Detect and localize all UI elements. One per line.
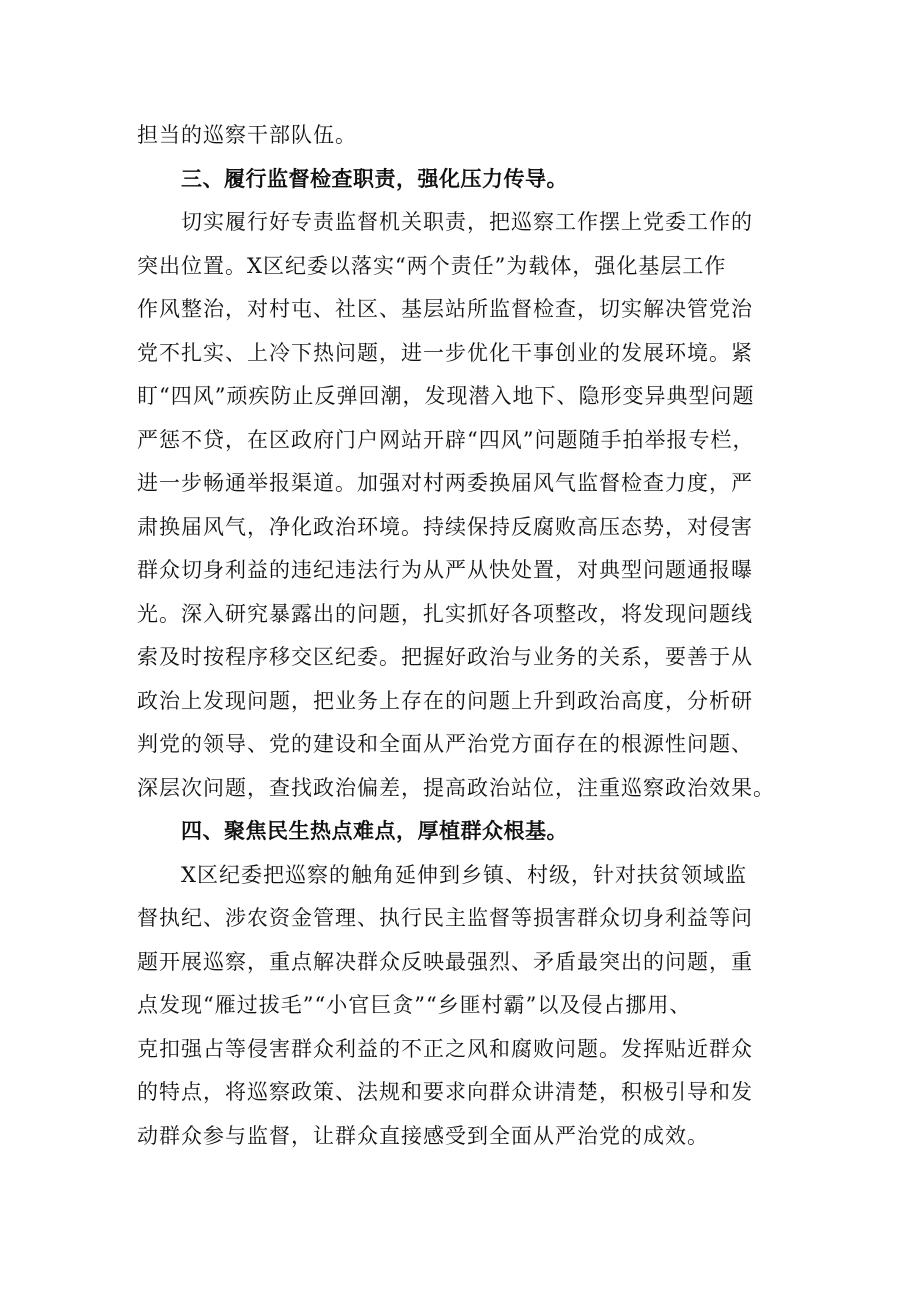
text-line: 切实履行好专责监督机关职责，把巡察工作摆上党委工作的 — [181, 210, 753, 234]
text-line: 督执纪、涉农资金管理、执行民主监督等损害群众切身利益等问 — [137, 906, 753, 930]
text-line: 肃换届风气，净化政治环境。持续保持反腐败高压态势，对侵害 — [137, 514, 753, 539]
text-line: 深层次问题，查找政治偏差，提高政治站位，注重巡察政治效果。 — [137, 775, 775, 800]
text-line: 点发现“雁过拔毛”“小官巨贪”“乡匪村霸”以及侵占挪用、 — [137, 993, 692, 1017]
paragraph-section-3 — [137, 201, 797, 810]
text-line: 群众切身利益的违纪违法行为从严从快处置，对典型问题通报曝 — [137, 558, 753, 582]
text-line: 索及时按程序移交区纪委。把握好政治与业务的关系，要善于从 — [137, 645, 753, 669]
document-body — [137, 114, 797, 1158]
section-heading-4: 四、聚焦民生热点难点，厚植群众根基。 — [181, 819, 568, 843]
text-line: 盯“四风”顽疾防止反弹回潮，发现潜入地下、隐形变异典型问题 — [137, 384, 755, 408]
text-line: 党不扎实、上冷下热问题，进一步优化干事创业的发展环境。紧 — [137, 340, 753, 365]
text-line: X区纪委把巡察的触角延伸到乡镇、村级，针对扶贫领域监 — [181, 862, 747, 887]
paragraph-section-4 — [137, 854, 797, 1159]
text-line: 严惩不贷，在区政府门户网站开辟“四风”问题随手拍举报专栏， — [137, 427, 755, 452]
text-line: 担当的巡察干部队伍。 — [137, 123, 357, 147]
text-line: 进一步畅通举报渠道。加强对村两委换届风气监督检查力度，严 — [137, 471, 753, 495]
text-line: 政治上发现问题，把业务上存在的问题上升到政治高度，分析研 — [137, 688, 753, 713]
text-line: 动群众参与监督，让群众直接感受到全面从严治党的成效。 — [137, 1123, 709, 1148]
section-heading-3: 三、履行监督检查职责，强化压力传导。 — [181, 166, 568, 191]
text-line: 作风整治，对村屯、社区、基层站所监督检查，切实解决管党治 — [137, 297, 753, 321]
text-line: 光。深入研究暴露出的问题，扎实抓好各项整改，将发现问题线 — [137, 601, 753, 626]
text-line: 克扣强占等侵害群众利益的不正之风和腐败问题。发挥贴近群众 — [137, 1036, 753, 1061]
text-line: 题开展巡察，重点解决群众反映最强烈、矛盾最突出的问题，重 — [137, 949, 753, 974]
text-line: 突出位置。X区纪委以落实“两个责任”为载体，强化基层工作 — [137, 253, 727, 278]
text-line: 的特点，将巡察政策、法规和要求向群众讲清楚，积极引导和发 — [137, 1080, 753, 1104]
text-line: 判党的领导、党的建设和全面从严治党方面存在的根源性问题、 — [137, 732, 753, 756]
paragraph-continuation — [137, 114, 797, 158]
